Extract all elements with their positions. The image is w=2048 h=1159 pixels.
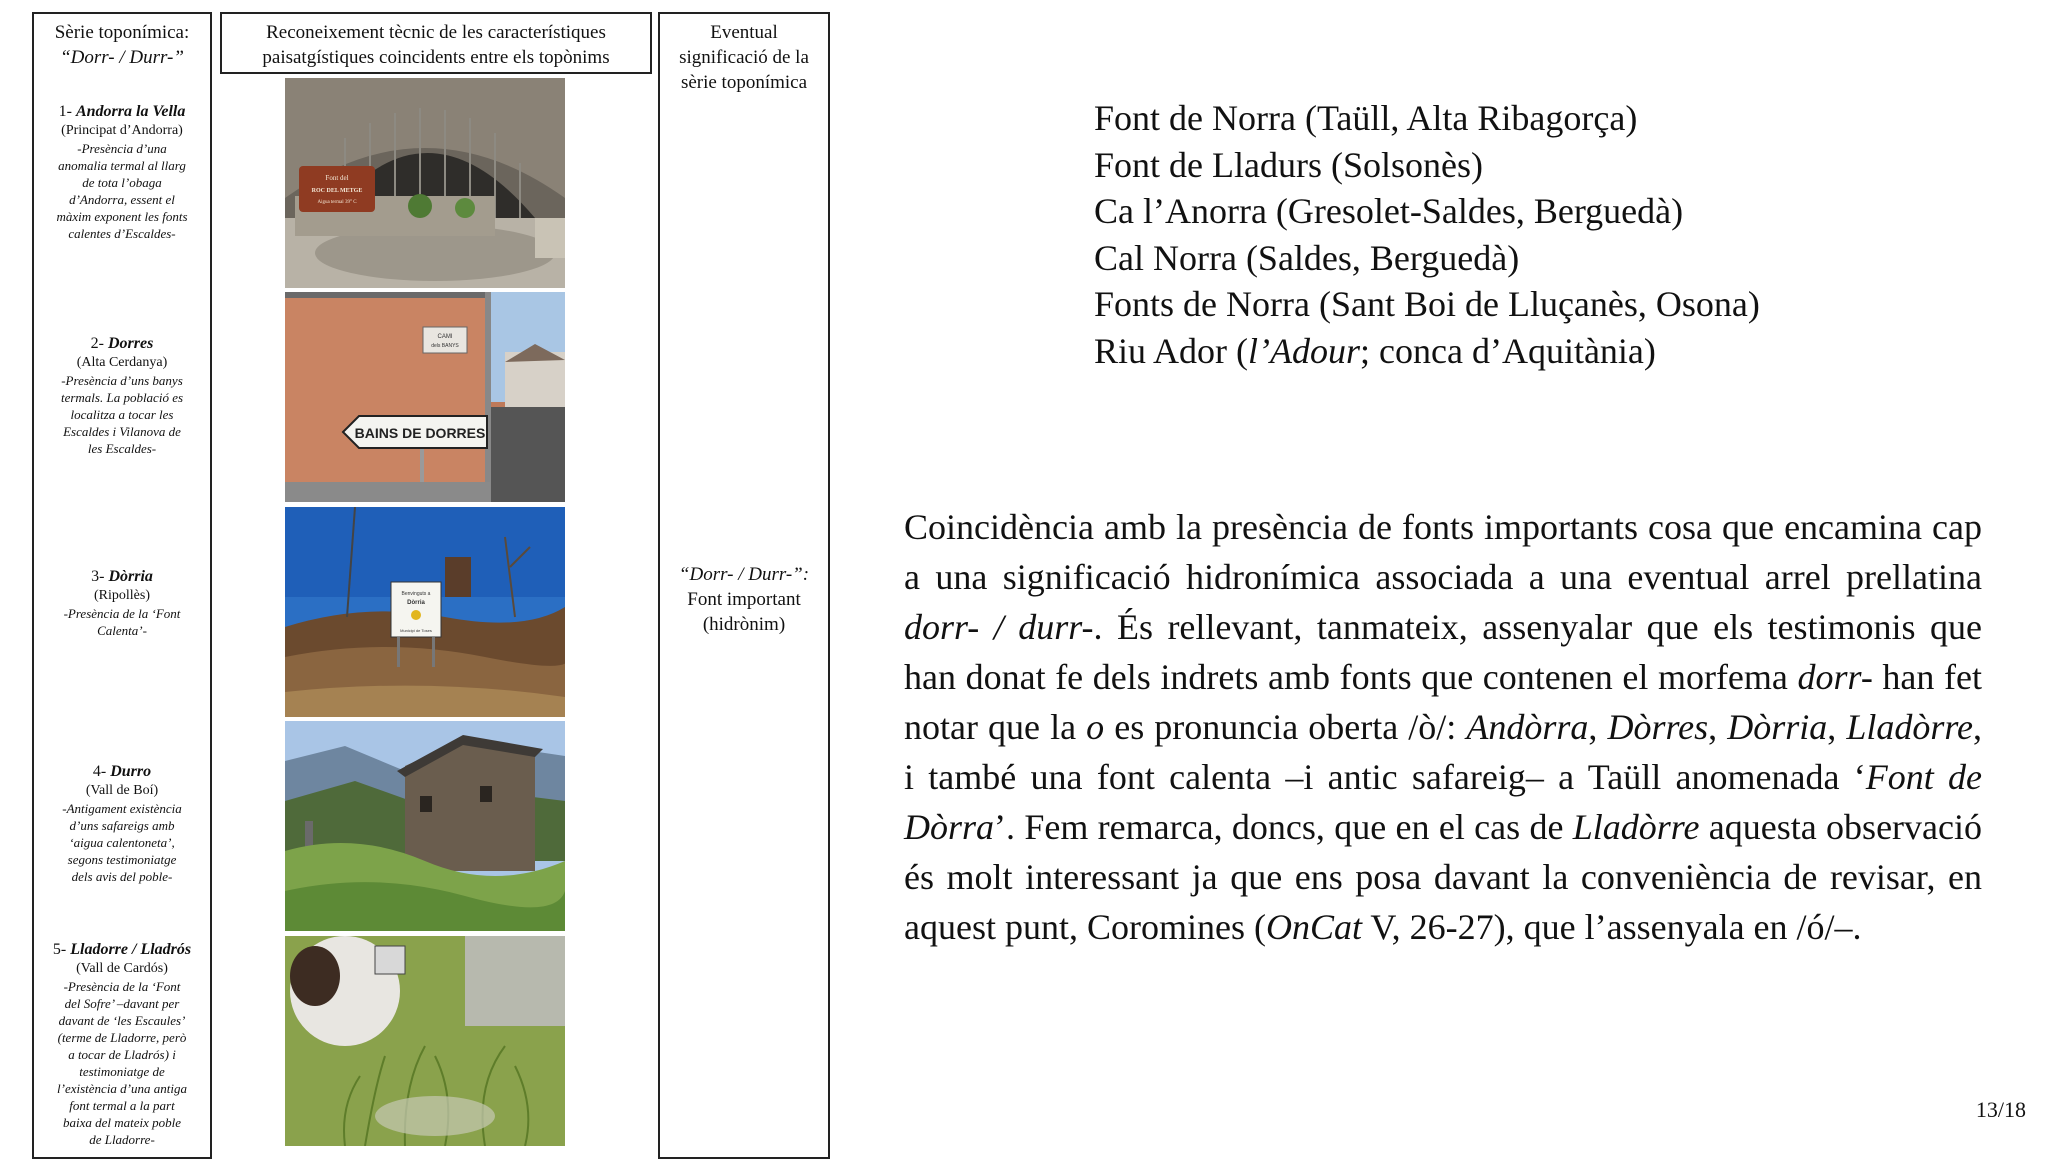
- entry-dorres: 2- Dorres (Alta Cerdanya) -Presència d’uns banys termals. La població es localitza a tocar les Escaldes i Vilanova de les Escaldes-: [60, 335, 184, 456]
- svg-text:Font del: Font del: [325, 174, 349, 182]
- explanatory-paragraph: Coincidència amb la presència de fonts importants cosa que encamina cap a una significació hidronímica associada a una eventual arrel prellatina dorr- / durr-. És rellevant, tanmateix, assenyalar que els testimonis que han donat fe dels indrets amb fonts que contenen el morfema dorr- han fet notar que la o es pronuncia oberta /ò/: Andòrra, Dòrres, Dòrria, Lladòrre, i també una font calenta –i antic safareig– a Taüll anomenada ‘Font de Dòrra’. Fem remarca, doncs, que en el cas de Lladòrre aquesta observació és molt interessant ja que ens posa davant la conveniència de revisar, en aquest punt, Coromines (OnCat V, 26-27), que l’assenyala en /ó/–.: [904, 507, 1983, 947]
- fonts-list-item: Font de Norra (Taüll, Alta Ribagorça): [1094, 98, 1638, 138]
- fonts-list-item: Fonts de Norra (Sant Boi de Lluçanès, Osona): [1094, 284, 1760, 324]
- fonts-list-item: Font de Lladurs (Solsonès): [1094, 144, 1483, 185]
- entry-dorria: 3- Dòrria (Ripollès) -Presència de la ‘Font Calenta’-: [63, 568, 181, 638]
- svg-text:Aigua termal 39° C: Aigua termal 39° C: [317, 200, 357, 205]
- svg-text:dels BANYS: dels BANYS: [431, 343, 459, 349]
- photo-dorria-sign: [285, 507, 565, 717]
- svg-text:Benvinguts a: Benvinguts a: [401, 591, 431, 597]
- entry-andorra: 1- Andorra la Vella (Principat d’Andorra) -Presència d’una anomalia termal al llarg de tota l’obaga d’Andorra, essent el màxim exponent les fonts calentes d’Escaldes-: [56, 103, 188, 241]
- fonts-list-item: Cal Norra (Saldes, Berguedà): [1094, 237, 1520, 278]
- photo-roc-del-metge-fountain: [285, 78, 565, 288]
- photo-bains-de-dorres: [285, 292, 565, 502]
- svg-text:Dòrria: Dòrria: [407, 600, 425, 606]
- meaning-column: [658, 12, 830, 1159]
- photo-durro-village: [285, 721, 565, 931]
- landscape-features-header: Reconeixement tècnic de les característiques paisatgístiques coincidents entre els topònims: [220, 12, 652, 74]
- svg-text:BAINS DE DORRES: BAINS DE DORRES: [354, 425, 486, 441]
- fonts-list: [1094, 95, 1760, 374]
- svg-text:Municipi de Toses: Municipi de Toses: [400, 628, 432, 633]
- svg-text:ROC DEL METGE: ROC DEL METGE: [311, 188, 363, 194]
- series-meaning: “Dorr- / Durr-”: Font important (hidrònim): [678, 564, 810, 635]
- col3-header: Eventual significació de la sèrie toponímica: [679, 22, 809, 93]
- fonts-list-item: Riu Ador (l’Adour; conca d’Aquitània): [1094, 330, 1656, 371]
- fonts-list-item: Ca l’Anorra (Gresolet-Saldes, Berguedà): [1094, 191, 1684, 231]
- page-number: 13/18: [1975, 1097, 2026, 1122]
- svg-text:CAMI: CAMI: [437, 334, 453, 340]
- toponym-series-column: [32, 12, 212, 1159]
- entry-lladorre: 5- Lladorre / Lladrós (Vall de Cardós) -Presència de la ‘Font del Sofre’ –davant per davant de ‘les Escaules’ (terme de Lladorre, però a tocar de Lladrós) i testimoniatge de l’existència d’una antiga font termal a la part baixa del mateix poble de Lladorre-: [52, 941, 192, 1147]
- entry-durro: 4- Durro (Vall de Boí) -Antigament existència d’uns safareigs amb ‘aigua calentoneta’, segons testimoniatge dels avis del poble-: [62, 763, 182, 884]
- col1-header: Sèrie toponímica: “Dorr- / Durr-”: [54, 22, 190, 68]
- photo-lladorre-spring: [285, 936, 565, 1146]
